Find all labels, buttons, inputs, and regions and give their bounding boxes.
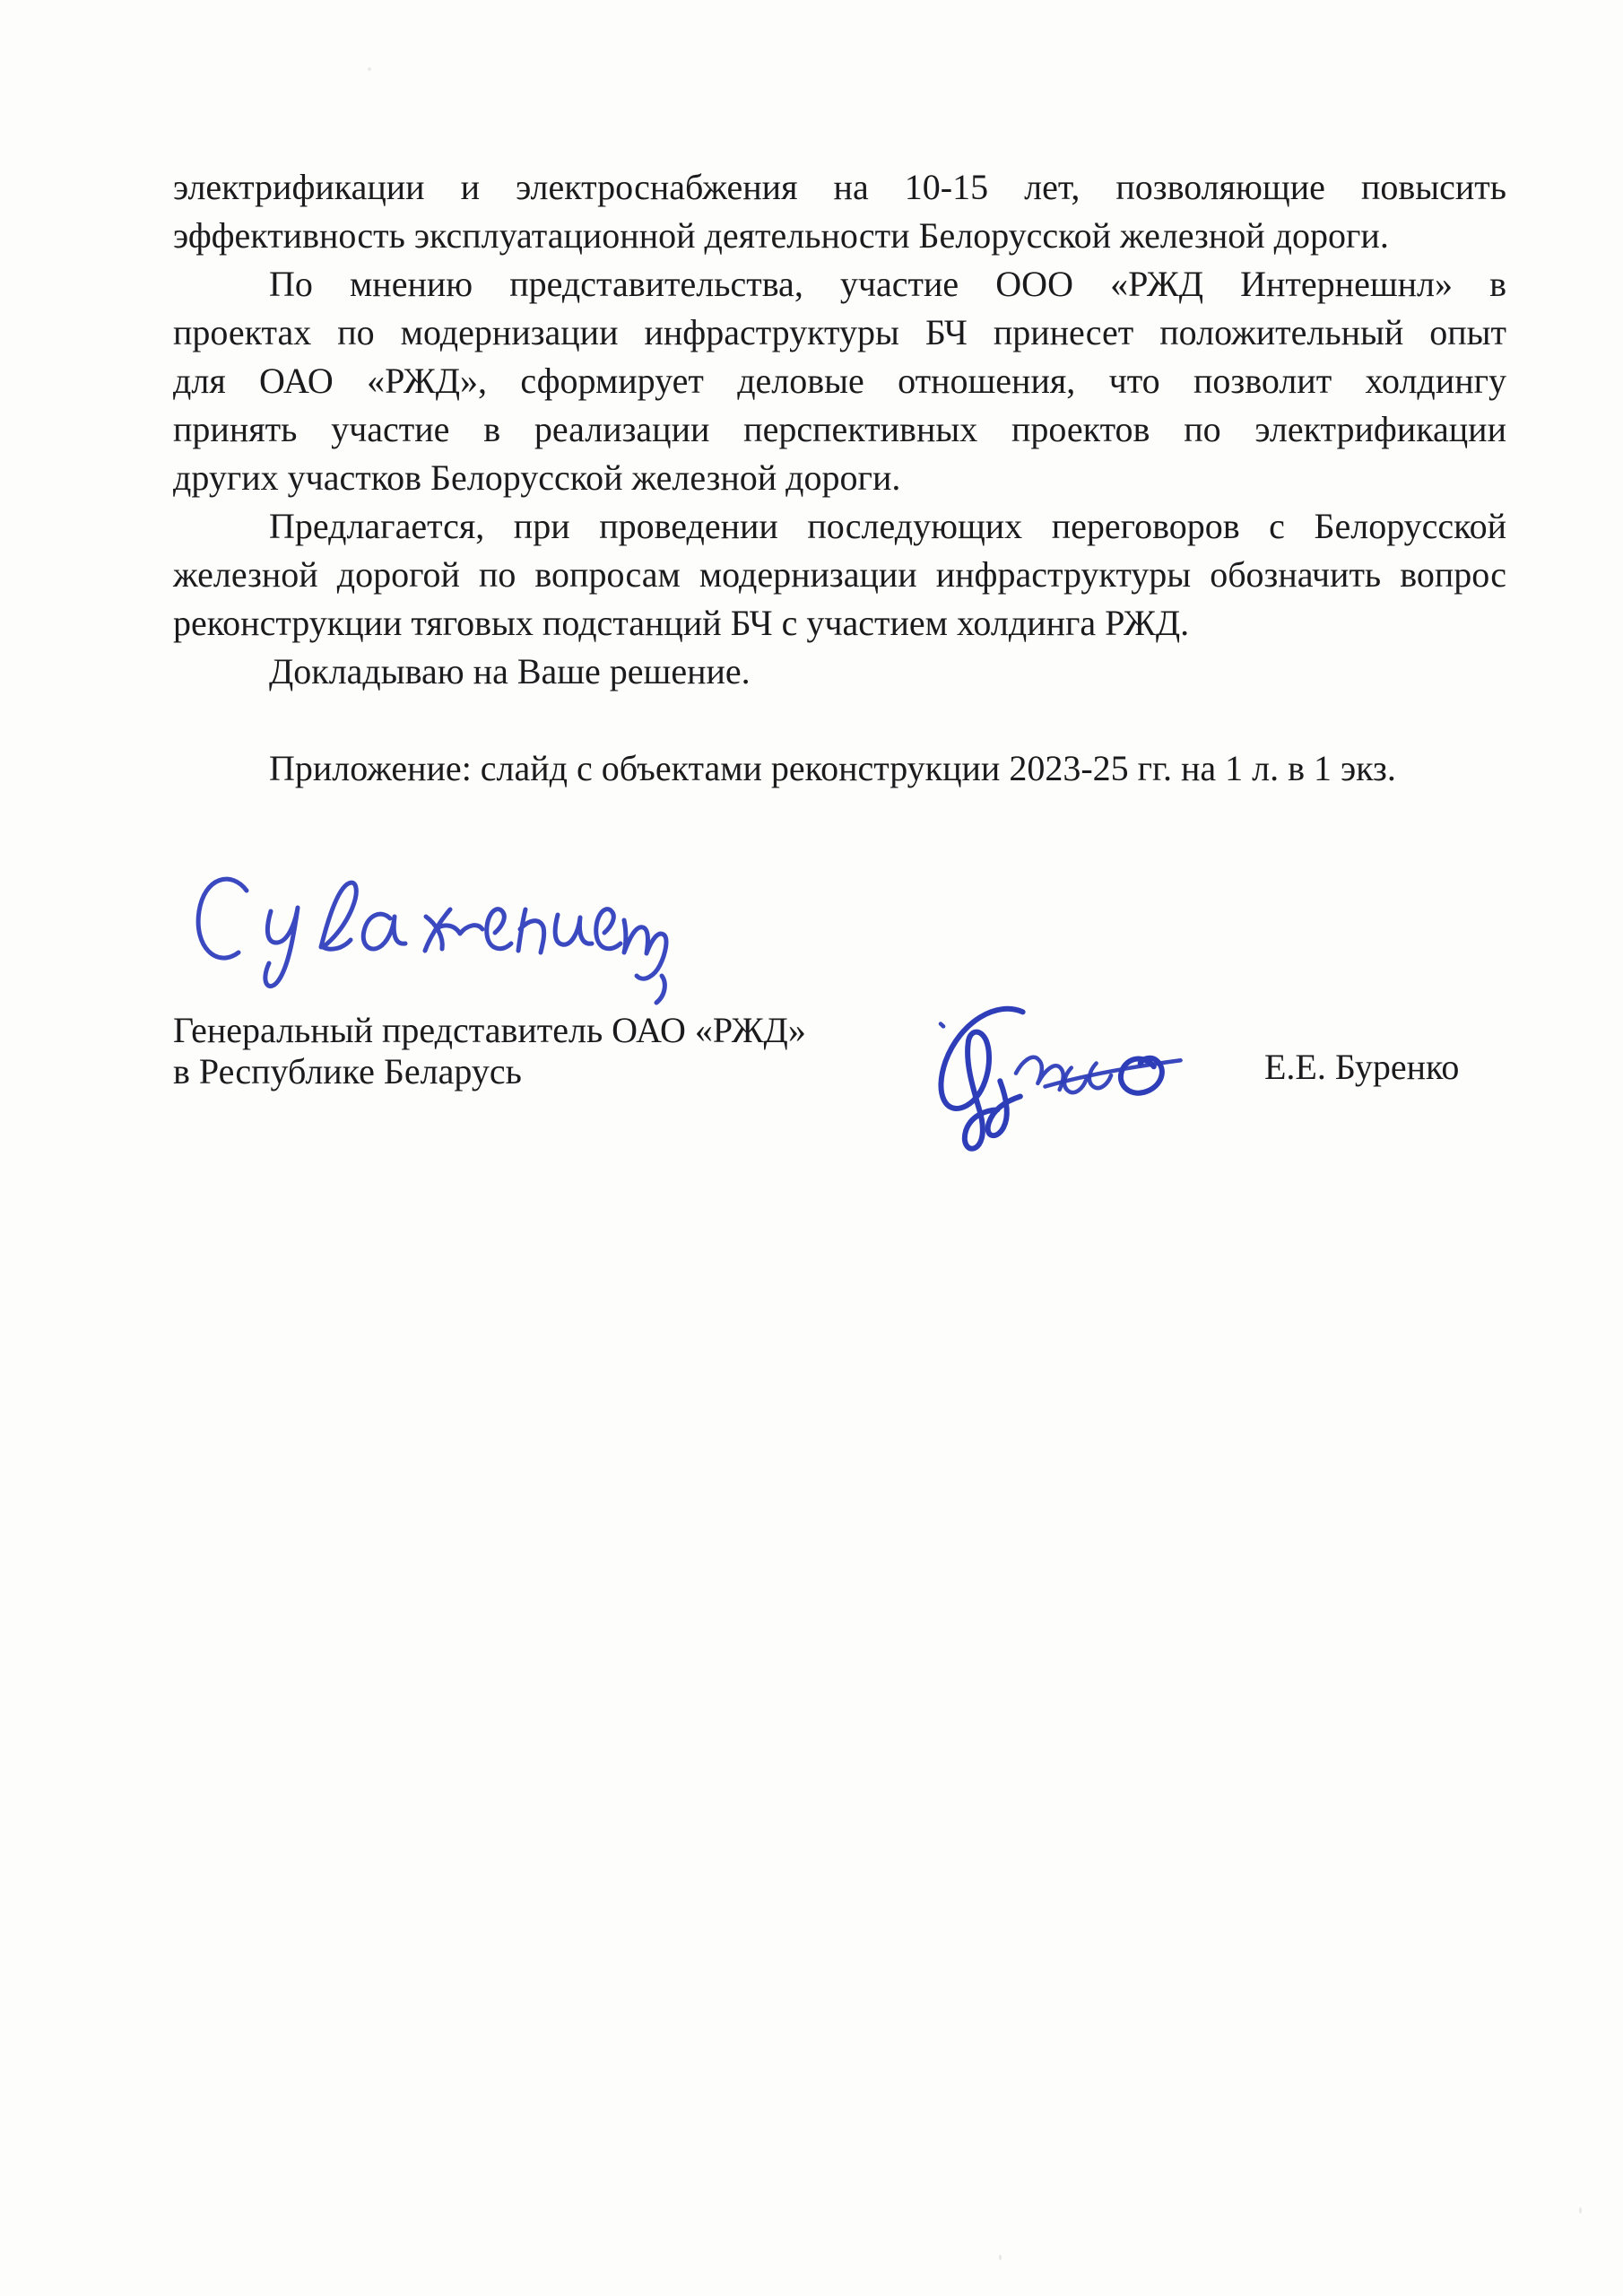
- scan-speck: [1579, 2207, 1582, 2213]
- scan-speck: [368, 67, 371, 71]
- signoff-block: [173, 1010, 806, 1092]
- body-line: проектах по модернизации инфраструктуры БЧ принесет положительный опыт: [173, 312, 1506, 352]
- body-line: электрификации и электроснабжения на 10-15 лет, позволяющие повысить: [173, 167, 1506, 207]
- body-line: По мнению представительства, участие ООО «РЖД Интернешнл» в: [269, 264, 1506, 304]
- body-line: эффективность эксплуатационной деятельности Белорусской железной дороги.: [173, 215, 1389, 256]
- body-line: Докладываю на Ваше решение.: [269, 651, 751, 691]
- body-line: [173, 696, 1506, 744]
- body-line: принять участие в реализации перспективных проектов по электрификации: [173, 409, 1506, 449]
- signoff-title-line1: Генеральный представитель ОАО «РЖД»: [173, 1010, 806, 1050]
- signature-scribble: [907, 987, 1209, 1160]
- body-line: Приложение: слайд с объектами реконструкции 2023-25 гг. на 1 л. в 1 экз.: [269, 748, 1396, 788]
- scan-speck: [999, 2255, 1002, 2260]
- body-line: для ОАО «РЖД», сформирует деловые отношения, что позволит холдингу: [173, 361, 1506, 401]
- signer-name: Е.Е. Буренко: [1264, 1047, 1460, 1087]
- handwritten-salutation: [170, 850, 673, 1012]
- body-line: Предлагается, при проведении последующих переговоров с Белорусской: [269, 506, 1506, 546]
- signoff-title-line2: в Республике Беларусь: [173, 1051, 522, 1091]
- body-line: реконструкции тяговых подстанций БЧ с участием холдинга РЖД.: [173, 603, 1190, 643]
- body-line: других участков Белорусской железной дороги.: [173, 457, 901, 498]
- letter-body: [173, 163, 1506, 793]
- body-line: железной дорогой по вопросам модернизации инфраструктуры обозначить вопрос: [173, 554, 1506, 595]
